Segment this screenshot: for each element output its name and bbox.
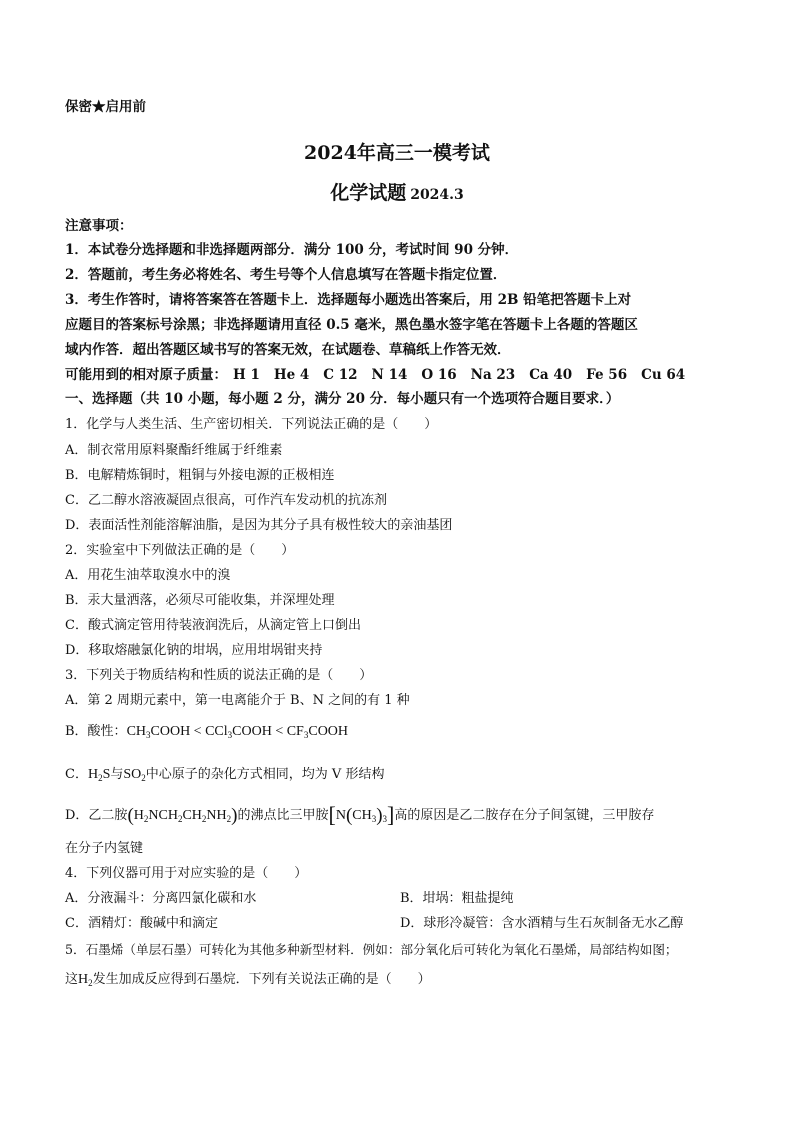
atomic-mass: Ca 40 xyxy=(529,367,573,383)
atomic-mass: C 12 xyxy=(323,367,358,383)
note-3-line-2: 应题目的答案标号涂黑；非选择题请用直径 0.5 毫米，黑色墨水签字笔在答题卡上各题的答题区 xyxy=(65,317,638,333)
subject-title: 化学试题 xyxy=(330,182,407,204)
q3-option-d xyxy=(65,802,655,827)
atomic-mass: He 4 xyxy=(273,367,310,383)
atomic-masses-label: 可能用到的相对原子质量： xyxy=(65,367,227,383)
h2s-formula: $H_2S$ xyxy=(87,767,111,783)
note-3-line-3: 域内作答．超出答题区域书写的答案无效，在试题卷、草稿纸上作答无效． xyxy=(65,342,511,358)
exam-date: 2024.3 xyxy=(410,187,464,203)
note-2: 2．答题前，考生务必将姓名、考生号等个人信息填写在答题卡指定位置． xyxy=(65,267,507,283)
q3-option-a: A．第 2 周期元素中，第一电离能介于 B、N 之间的有 1 种 xyxy=(65,693,410,708)
ethylenediamine-formula: $(H_2NCH_2CH_2NH_2)$ xyxy=(127,805,238,826)
q3-option-c xyxy=(65,767,384,783)
q3-option-d-line-2: 在分子内氢键 xyxy=(65,841,144,856)
q3-stem: 3．下列关于物质结构和性质的说法正确的是（ ） xyxy=(65,668,373,683)
q3-option-b xyxy=(65,724,348,740)
note-3-line-1: 3．考生作答时，请将答案答在答题卡上．选择题每小题选出答案后，用 2B 铅笔把答题卡上对 xyxy=(65,292,632,308)
q2-option-c: C．酸式滴定管用待装液润洗后，从滴定管上口倒出 xyxy=(65,618,361,633)
atomic-mass: Na 23 xyxy=(470,367,516,383)
q3-option-d-suffix: 高的原因是乙二胺存在分子间氢键，三甲胺存 xyxy=(394,808,655,823)
q1-option-c: C．乙二醇水溶液凝固点很高，可作汽车发动机的抗冻剂 xyxy=(65,493,387,508)
q1-stem: 1．化学与人类生活、生产密切相关．下列说法正确的是（ ） xyxy=(65,417,438,432)
q3-option-d-mid: 的沸点比三甲胺 xyxy=(237,808,329,823)
atomic-mass: N 14 xyxy=(371,367,408,383)
q1-option-a: A．制衣常用原料聚酯纤维属于纤维素 xyxy=(65,443,283,458)
q1-option-b: B．电解精炼铜时，粗铜与外接电源的正极相连 xyxy=(65,468,335,483)
q5-stem-line-1: 5．石墨烯（单层石墨）可转化为其他多种新型材料．例如：部分氧化后可转化为氧化石墨烯，局部结构如图； xyxy=(65,942,678,957)
so2-formula: $SO_2$ xyxy=(123,767,146,783)
q2-option-d: D．移取熔融氯化钠的坩埚，应用坩埚钳夹持 xyxy=(65,643,323,658)
q4-option-a: A．分液漏斗：分离四氯化碳和水 xyxy=(65,891,257,906)
trimethylamine-formula: $[N(CH_3)_3]$ xyxy=(328,802,395,827)
q4-option-b: B．坩埚：粗盐提纯 xyxy=(400,891,514,906)
section-heading: 一、选择题（共 10 小题，每小题 2 分，满分 20 分．每小题只有一个选项符合题目要求．） xyxy=(65,391,620,407)
atomic-mass: Fe 56 xyxy=(586,367,628,383)
atomic-mass: H 1 xyxy=(233,367,260,383)
confidential-label: 保密★启用前 xyxy=(65,99,146,115)
q4-stem: 4．下列仪器可用于对应实验的是（ ） xyxy=(65,866,308,881)
q5-stem-line-2 xyxy=(65,972,431,988)
acidity-formula: $CH_3COOH$ < CCl$_3$COOH < $CF_3COOH$ xyxy=(126,724,349,740)
exam-title: 2024年高三一模考试 xyxy=(304,142,490,164)
q4-option-c: C．酒精灯：酸碱中和滴定 xyxy=(65,916,218,931)
notes-heading: 注意事项： xyxy=(65,218,133,234)
atomic-mass: O 16 xyxy=(421,367,457,383)
exam-subtitle xyxy=(0,181,794,207)
q2-option-b: B．汞大量洒落，必须尽可能收集，并深埋处理 xyxy=(65,593,335,608)
atomic-masses xyxy=(65,367,699,383)
q3-option-c-prefix: C． xyxy=(65,767,88,782)
q3-option-c-mid: 与 xyxy=(110,767,124,782)
q3-option-c-suffix: 中心原子的杂化方式相同，均为 V 形结构 xyxy=(145,767,385,782)
note-1: 1．本试卷分选择题和非选择题两部分．满分 100 分，考试时间 90 分钟． xyxy=(65,242,519,258)
q5-line-2-suffix: 发生加成反应得到石墨烷．下列有关说法正确的是（ ） xyxy=(92,972,431,987)
atomic-mass: Cu 64 xyxy=(641,367,686,383)
q3-option-b-prefix: B．酸性： xyxy=(65,724,127,739)
q1-option-d: D．表面活性剂能溶解油脂，是因为其分子具有极性较大的亲油基团 xyxy=(65,518,453,533)
q2-stem: 2．实验室中下列做法正确的是（ ） xyxy=(65,543,295,558)
q3-option-d-prefix: D．乙二胺 xyxy=(65,808,128,823)
q2-option-a: A．用花生油萃取溴水中的溴 xyxy=(65,568,231,583)
q4-option-d: D．球形冷凝管：含水酒精与生石灰制备无水乙醇 xyxy=(400,916,684,931)
h2-formula: $H_2$ xyxy=(78,972,93,988)
q5-line-2-prefix: 这 xyxy=(65,972,79,987)
